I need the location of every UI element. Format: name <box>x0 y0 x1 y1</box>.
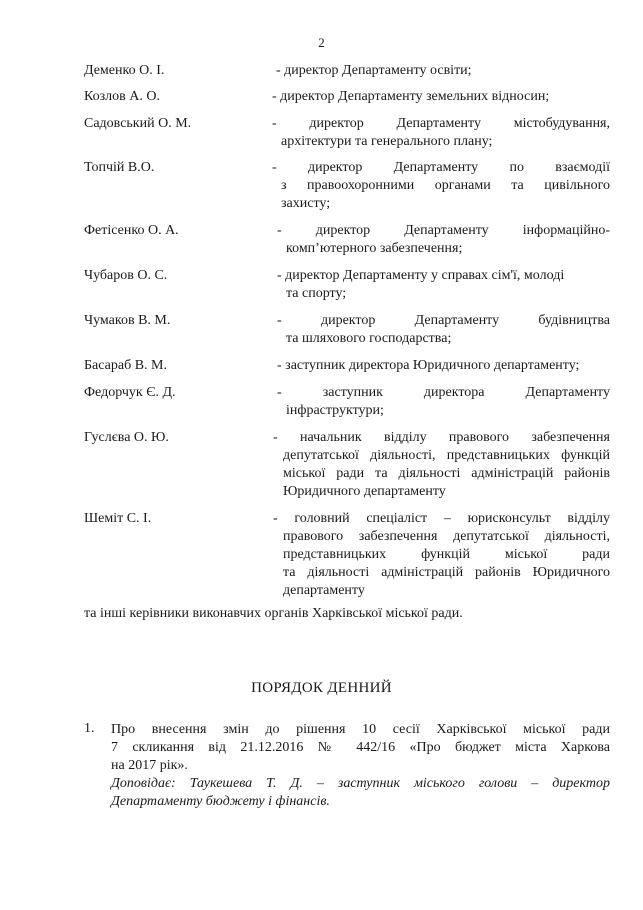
attendee-name: Федорчук Є. Д. <box>84 385 176 400</box>
position-line: - директор Департаменту містобудування, <box>272 116 610 131</box>
position-line: - директор Департаменту освіти; <box>276 63 472 78</box>
attendee-position <box>277 357 610 375</box>
position-line: - головний спеціаліст – юрисконсульт відділу <box>273 511 610 526</box>
agenda-item-line: Про внесення змін до рішення 10 сесії Харківської міської ради <box>111 722 610 737</box>
position-line: депутатської діяльності, представницьких функцій <box>283 448 610 463</box>
position-line: комп’ютерного забезпечення; <box>286 241 463 256</box>
position-line: - директор Департаменту земельних відносин; <box>272 89 550 104</box>
agenda-speaker-line: Доповідає: Таукешева Т. Д. – заступник міського голови – директор <box>111 776 610 791</box>
attendee-position <box>273 429 610 501</box>
position-line: інфраструктури; <box>286 403 384 418</box>
position-line: - директор Департаменту у справах сім'ї, молоді <box>277 268 565 283</box>
position-line: представницьких функцій міської ради <box>283 547 610 562</box>
position-line: - заступник директора Юридичного департаменту; <box>277 358 580 373</box>
agenda-title: ПОРЯДОК ДЕННИЙ <box>251 680 392 696</box>
agenda-item-line: 7 скликання від 21.12.2016 № 442/16 «Про бюджет міста Харкова <box>111 740 610 755</box>
position-line: захисту; <box>281 196 331 211</box>
agenda-item <box>111 721 610 811</box>
attendee-name: Басараб В. М. <box>84 358 167 373</box>
position-line: - директор Департаменту по взаємодії <box>272 160 610 175</box>
attendee-position <box>277 222 610 258</box>
position-line: з правоохоронними органами та цивільного <box>281 178 610 193</box>
position-line: Юридичного департаменту <box>283 484 446 499</box>
position-line: та шляхового господарства; <box>286 331 452 346</box>
agenda-item-line: на 2017 рік». <box>111 758 188 773</box>
attendee-position <box>277 267 610 303</box>
attendee-name: Чубаров О. С. <box>84 268 168 283</box>
position-line: департаменту <box>283 583 365 598</box>
page-number: 2 <box>318 35 325 50</box>
attendee-name: Козлов А. О. <box>84 89 160 104</box>
attendee-name: Садовський О. М. <box>84 116 192 131</box>
position-line: та діяльності адміністрацій районів Юридичного <box>283 565 610 580</box>
attendee-name: Чумаков В. М. <box>84 313 171 328</box>
agenda-speaker-line: Департаменту бюджету і фінансів. <box>111 794 330 809</box>
attendee-name: Шеміт С. І. <box>84 511 152 526</box>
attendee-position <box>272 88 610 106</box>
position-line: архітектури та генерального плану; <box>281 134 493 149</box>
attendee-position <box>277 384 610 420</box>
position-line: - директор Департаменту інформаційно- <box>277 223 610 238</box>
position-line: правового забезпечення депутатської діяльності, <box>283 529 610 544</box>
attendee-position <box>276 62 610 80</box>
agenda-item-number: 1. <box>84 721 95 736</box>
attendee-name: Фетісенко О. А. <box>84 223 179 238</box>
position-line: - директор Департаменту будівництва <box>277 313 610 328</box>
attendee-name: Гуслєва О. Ю. <box>84 430 169 445</box>
closing-line: та інші керівники виконавчих органів Харківської міської ради. <box>84 606 463 621</box>
position-line: - заступник директора Департаменту <box>277 385 610 400</box>
attendee-position <box>277 312 610 348</box>
attendee-position <box>272 115 610 151</box>
attendee-name: Топчій В.О. <box>84 160 155 175</box>
position-line: та спорту; <box>286 286 347 301</box>
attendee-position <box>273 510 610 600</box>
attendee-position <box>272 159 610 213</box>
position-line: - начальник відділу правового забезпечення <box>273 430 610 445</box>
attendee-name: Деменко О. І. <box>84 63 165 78</box>
position-line: міської ради та діяльності адміністрацій районів <box>283 466 610 481</box>
